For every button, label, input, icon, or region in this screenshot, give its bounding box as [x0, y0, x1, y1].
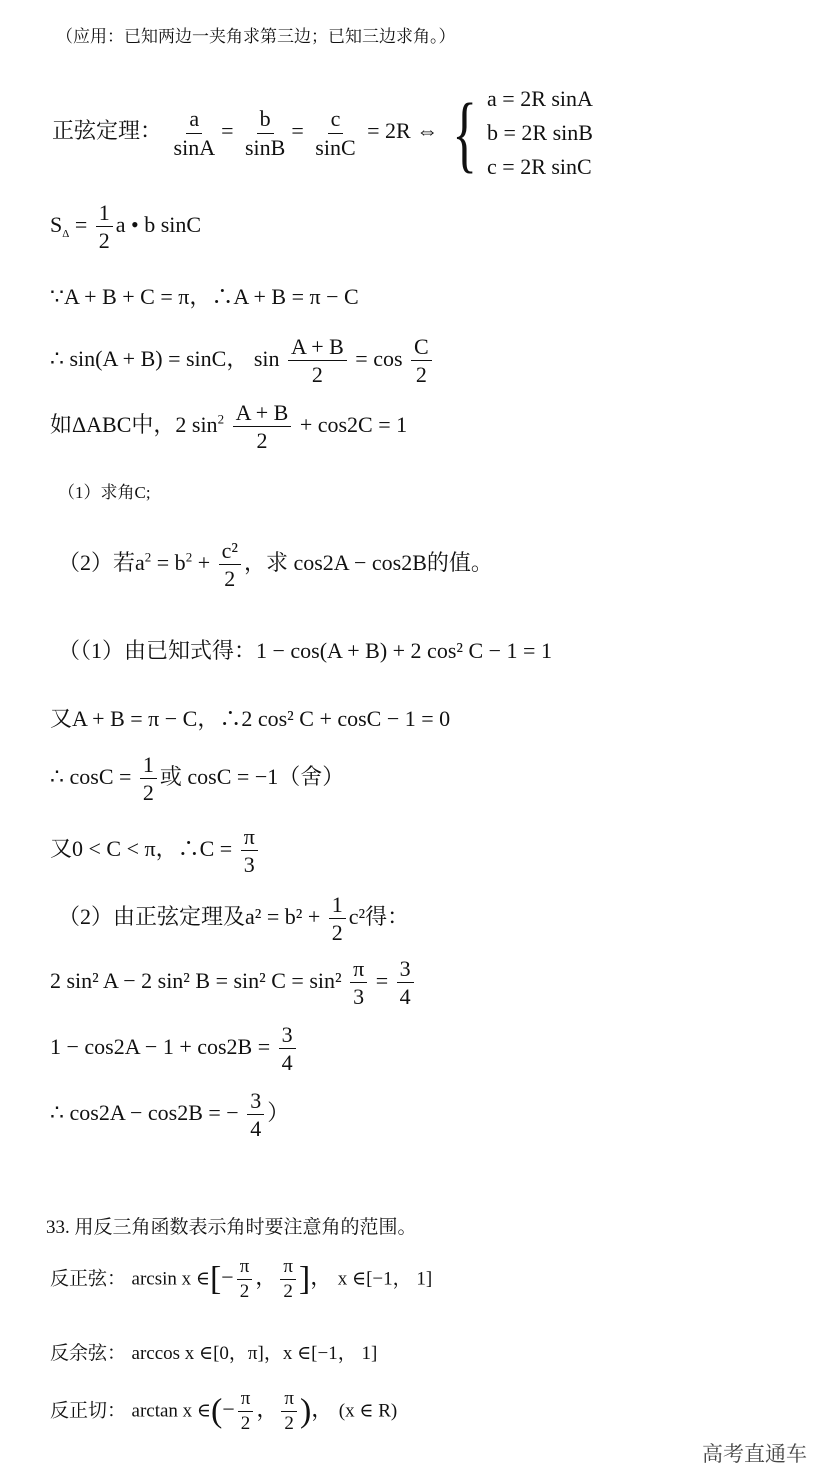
- sine-law: 正弦定理： $\frac{a}{\sin A}$ = $\frac{b}{\sin B}$ = $\frac{c}{\sin C}$ = 2R ⇔ { a = 2R sinA b = 2R sinB c = 2R sinC: [52, 82, 593, 184]
- watermark: 高考直通车: [702, 1442, 807, 1466]
- solution-step-3: ∴ cosC = $\frac{1}{2}$ 或 cosC = −1（舍）: [50, 752, 345, 806]
- application-note: （应用：已知两边一夹角求第三边；已知三边求角。）: [56, 27, 456, 46]
- sine-law-label: 正弦定理：: [52, 118, 163, 144]
- example-statement: 如ΔABC中，2 $\sin^2$ $\frac{A + B}{2}$ + cos2C = 1: [50, 400, 408, 454]
- frac-a-sinA: $\frac{a}{\sin A}$: [173, 106, 216, 160]
- solution-step-1: （（1）由已知式得：1 − cos(A + B) + 2 cos² C − 1 = 1: [58, 638, 552, 663]
- solution-step-5: （2）由正弦定理及a² = b² + $\frac{1}{2}$ c²得：: [58, 892, 410, 946]
- solution-step-2: 又A + B = π − C，∴2 cos² C + cosC − 1 = 0: [50, 706, 451, 731]
- question-2: （2）若$a^2 = b^2$ + $\frac{\text{c²}}{2}$ ，求 cos2A − cos2B的值。: [58, 538, 493, 592]
- arcsin-range: 反正弦： arcsin x ∈[− $\frac{\pi}{2}$ ， $\frac{\pi}{2}$ ]， x ∈[−1， 1]: [50, 1256, 433, 1302]
- left-brace: {: [451, 84, 477, 181]
- equation-system: { a = 2R sinA b = 2R sinB c = 2R sinC: [451, 84, 593, 181]
- item-33-heading: 33. 用反三角函数表示角时要注意角的范围。: [46, 1217, 417, 1238]
- angle-sum: ∵A + B + C = π，∴A + B = π − C: [50, 284, 359, 309]
- frac-b-sinB: $\frac{b}{\sin B}$: [245, 106, 286, 160]
- frac-c-sinC: $\frac{c}{\sin C}$: [315, 106, 356, 160]
- solution-step-6: 2 sin² A − 2 sin² B = sin² C = sin² $\frac{\pi}{3}$ = $\frac{3}{4}$: [50, 956, 417, 1010]
- solution-step-4: 又0 < C < π，∴C = $\frac{\pi}{3}$: [50, 824, 261, 878]
- solution-step-8: ∴ cos2A − cos2B = − $\frac{3}{4}$ ）: [50, 1088, 290, 1142]
- half-angle-identity: ∴ sin(A + B) = sinC， sin $\frac{A + B}{2}$ = cos $\frac{C}{2}$: [50, 334, 435, 388]
- question-1: （1）求角C;: [58, 483, 151, 502]
- arctan-range: 反正切： arctan x ∈(− $\frac{\pi}{2}$ ， $\frac{\pi}{2}$ )， (x ∈ R): [50, 1388, 398, 1434]
- area-formula: $S_\Delta$ = $\frac{1}{2}$ a • b sinC: [50, 200, 202, 254]
- solution-step-7: 1 − cos2A − 1 + cos2B = $\frac{3}{4}$: [50, 1022, 299, 1076]
- arccos-range: 反余弦： arccos x ∈[0，π]，x ∈[−1， 1]: [50, 1343, 378, 1364]
